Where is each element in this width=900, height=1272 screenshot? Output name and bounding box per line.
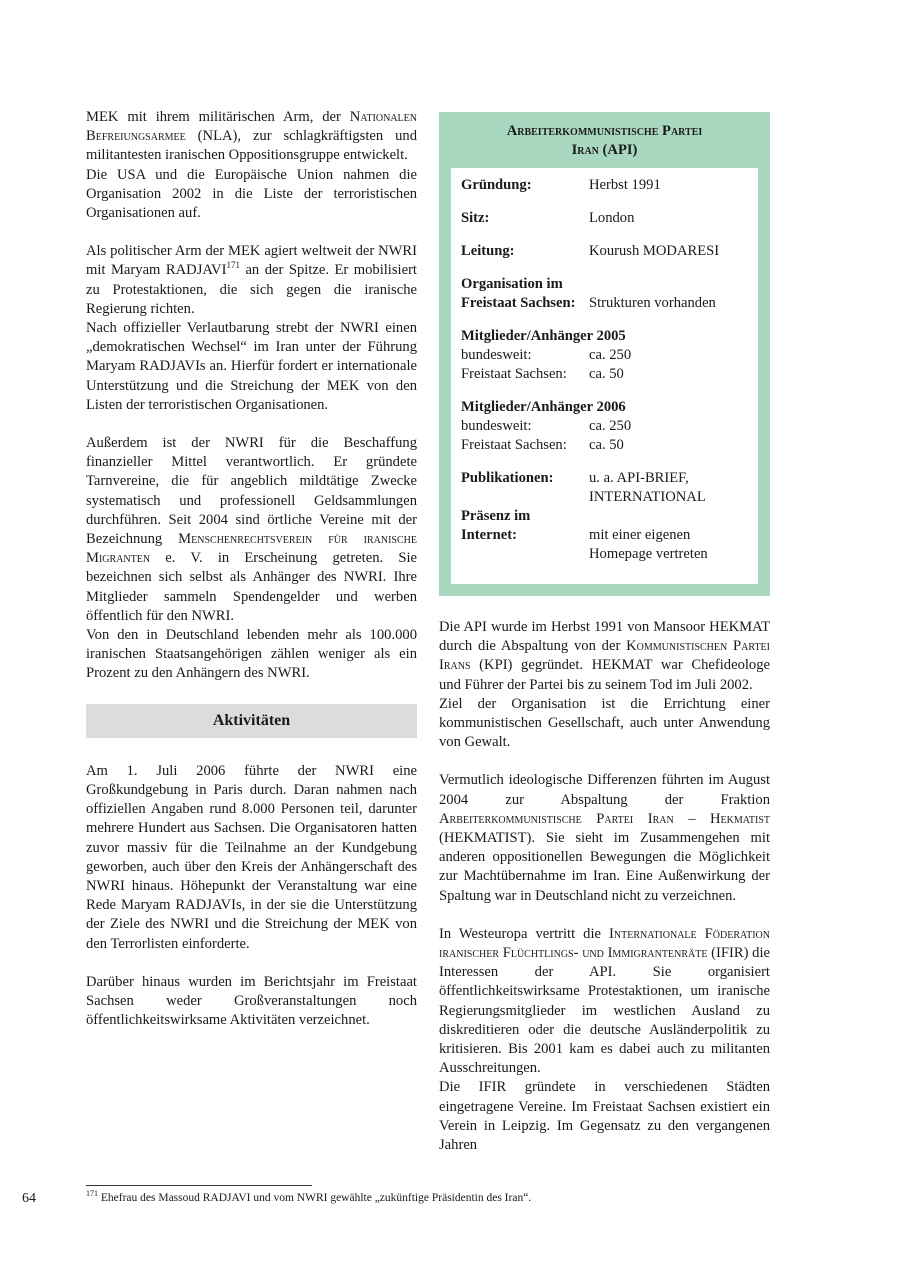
info-members-2006-title: Mitglieder/Anhänger 2006 — [461, 399, 626, 415]
footnote-number: 171 — [86, 1189, 98, 1199]
info-row-organisation: Freistaat Sachsen: Strukturen vorhanden — [461, 295, 716, 311]
right-column — [439, 618, 770, 1155]
org-name-menschenrechtsverein: Menschenrechtsverein für iranische Migranten — [86, 531, 417, 567]
left-paragraph-5: Außerdem ist der NWRI für die Beschaffung finanzieller Mittel verantwortlich. Er gründete Tarnvereine, die für angeblich mildtätige Zwecke systematisch und professionell Geldsammlungen durchführen. Seit 2004 sind örtliche Vereine mit der Bezeichnung Menschenrechtsverein für iranische Migranten e. V. in Erscheinung getreten. Sie bezeichnen sich selbst als Anhänger des NWRI. Ihre Mitglieder sammeln Spendengelder und werben öffentlich für den NWRI. — [86, 435, 417, 624]
info-row-2005-sachsen: Freistaat Sachsen: ca. 50 — [461, 366, 624, 382]
info-box-title: Arbeiterkommunistische Partei Iran (API) — [506, 123, 703, 158]
org-name-nla: Nationalen Befreiungsarmee — [86, 109, 417, 145]
left-paragraph-8: Darüber hinaus wurden im Berichtsjahr im Freistaat Sachsen weder Großveranstaltungen noch öffentlichkeitswirksame Aktivitäten verzeichnet. — [86, 973, 417, 1029]
org-name-ifir: Internationale Föderation iranischer Flüchtlings- und Immigrantenräte — [439, 925, 770, 962]
info-box-content — [451, 168, 758, 584]
info-row-internet: Präsenz im Internet: mit einer eigenen Homepage vertreten — [461, 508, 708, 562]
right-paragraph-4: In Westeuropa vertritt die Internationale Föderation iranischer Flüchtlings- und Immigrantenräte (IFIR) die Interessen der API. Sie organisiert öffentlichkeitswirksame Protestaktionen, um iranische Regierungsmitglieder im westlichen Ausland zu diskreditieren oder die deutsche Ausländerpolitik zu kritisieren. Bis 2001 kam es dabei auch zu militanten Ausschreitungen. — [439, 925, 770, 1077]
left-column — [86, 108, 417, 1030]
right-paragraph-5: Die IFIR gründete in verschiedenen Städten eingetragene Vereine. Im Freistaat Sachsen existiert ein Verein in Leipzig. Im Gegensatz zu den vergangenen Jahren — [439, 1079, 770, 1154]
left-paragraph-6: Von den in Deutschland lebenden mehr als 100.000 iranischen Staatsangehörigen zählen weniger als ein Prozent zu den Anhängern des NWRI. — [86, 627, 417, 682]
footnote — [86, 1191, 531, 1206]
info-box-api — [439, 112, 770, 596]
info-row-sitz: Sitz: London — [461, 210, 635, 226]
right-paragraph-3: Vermutlich ideologische Differenzen führten im August 2004 zur Abspaltung der Fraktion Arbeiterkommunistische Partei Iran – Hekmatist (HEKMATIST). Sie sieht im Zusammengehen mit anderen oppositionellen Bewegungen die Möglichkeit zur Machtübernahme im Iran. Eine Außenwirkung der Spaltung war in Deutschland nicht zu verzeichnen. — [439, 772, 770, 904]
info-members-2005-title: Mitglieder/Anhänger 2005 — [461, 328, 626, 344]
page-number: 64 — [22, 1191, 36, 1206]
info-row-publikationen: Publikationen: u. a. API-BRIEF, INTERNATIONAL — [461, 470, 706, 505]
org-name-kpi: Kommunistischen Partei Irans — [439, 638, 770, 674]
left-paragraph-7: Am 1. Juli 2006 führte der NWRI eine Großkundgebung in Paris durch. Daran nahmen nach offiziellen Angaben rund 8.000 Personen teil, darunter mehrere Hundert aus Sachsen. Die Organisatoren hatten zuvor massiv für die Teilnahme an der Kundgebung geworben, auch über den Kreis der Anhängerschaft des NWRI hinaus. Höhepunkt der Veranstaltung war eine Rede Maryam RADJAVIs, in der sie die Unterstützung der Ziele des NWRI und die Streichung der MEK von den Terrorlisten einforderte. — [86, 762, 417, 952]
info-row-gruendung: Gründung: Herbst 1991 — [461, 177, 661, 193]
section-heading-aktivitaeten: Aktivitäten — [86, 704, 417, 738]
info-row-2006-bund: bundesweit: ca. 250 — [461, 418, 632, 434]
info-row-leitung: Leitung: Kourush MODARESI — [461, 243, 720, 259]
right-paragraph-1: Die API wurde im Herbst 1991 von Mansoor HEKMAT durch die Abspaltung von der Kommunistischen Partei Irans (KPI) gegründet. HEKMAT war Chefideologe und Führer der Partei bis zu seinem Tod im Juli 2002. — [439, 619, 770, 693]
org-name-hekmatist: Arbeiterkommunistische Partei Iran – Hekmatist — [439, 810, 770, 827]
footnote-divider — [86, 1185, 312, 1186]
info-row-2005-bund: bundesweit: ca. 250 — [461, 347, 632, 363]
footnote-text: Ehefrau des Massoud RADJAVI und vom NWRI gewählte „zukünftige Präsidentin des Iran“. — [98, 1192, 532, 1204]
left-paragraph-1: MEK mit ihrem militärischen Arm, der Nationalen Befreiungsarmee (NLA), zur schlagkräftigsten und militantesten iranischen Oppositionsgruppe entwickelt. — [86, 109, 417, 164]
footnote-ref: 171 — [226, 260, 240, 271]
info-row-2006-sachsen: Freistaat Sachsen: ca. 50 — [461, 437, 624, 453]
right-paragraph-2: Ziel der Organisation ist die Errichtung einer kommunistischen Gesellschaft, auch unter Anwendung von Gewalt. — [439, 695, 770, 751]
left-paragraph-4: Nach offizieller Verlautbarung strebt der NWRI einen „demokratischen Wechsel“ im Iran unter der Führung Maryam RADJAVIs an. Hierfür fordert er internationale Unterstützung und die Streichung der MEK von den Listen der terroristischen Organisationen. — [86, 320, 417, 413]
info-org-label-1: Organisation im — [461, 276, 563, 292]
left-paragraph-3: Als politischer Arm der MEK agiert weltweit der NWRI mit Maryam RADJAVI$^{171}$ an der Spitze. Er mobilisiert zu Protestaktionen, die sich gegen die iranische Regierung richten. — [86, 243, 417, 317]
left-paragraph-2: Die USA und die Europäische Union nahmen die Organisation 2002 in die Liste der terroristischen Organisationen auf. — [86, 166, 417, 222]
